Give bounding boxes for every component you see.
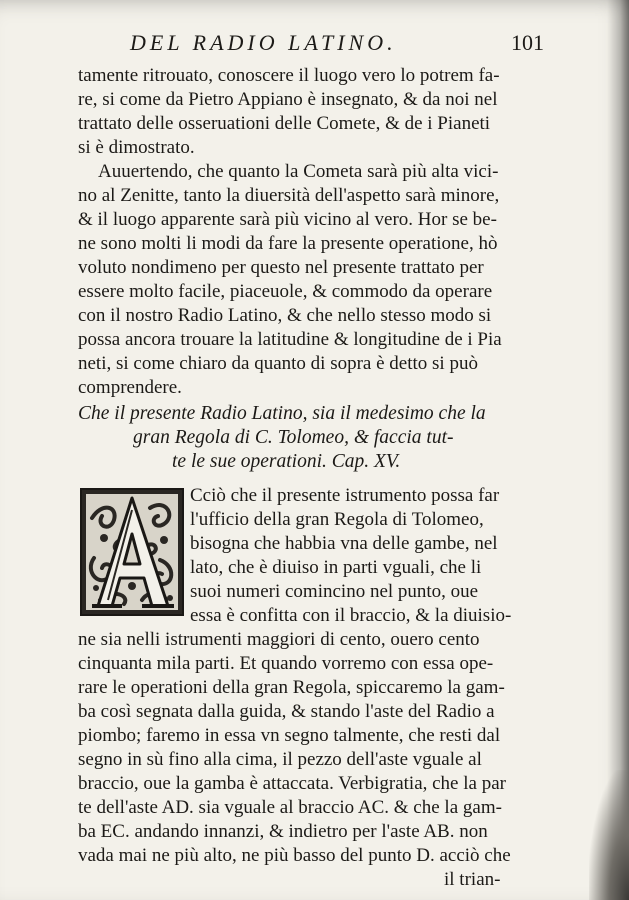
text-line: trattato delle osseruationi delle Comete, & de i Pianeti	[78, 113, 491, 134]
text-line: Auuertendo, che quanto la Cometa sarà più alta vici-	[98, 161, 499, 182]
text-line: cinquanta mila parti. Et quando vorremo con essa ope-	[78, 653, 494, 674]
catchword: il trian-	[444, 869, 501, 890]
text-line: essere molto facile, piaceuole, & commodo da operare	[78, 281, 493, 302]
text-line: vada mai ne più alto, ne più basso del punto D. acciò che	[78, 845, 511, 866]
text-line: bisogna che habbia vna delle gambe, nel	[190, 533, 498, 554]
text-line: & il luogo apparente sarà più vicino al vero. Hor se be-	[78, 209, 497, 230]
text-line: ba EC. andando innanzi, & indietro per l'aste AB. non	[78, 821, 488, 842]
ornamental-drop-cap	[80, 488, 184, 616]
drop-cap-ornament-icon	[80, 488, 184, 616]
text-line: re, si come da Pietro Appiano è insegnato, & da noi nel	[78, 89, 498, 110]
text-line: ne sono molti li modi da fare la presente operatione, hò	[78, 233, 498, 254]
running-title: DEL RADIO LATINO.	[130, 30, 397, 55]
page-number: 101	[511, 30, 544, 55]
text-line: ne sia nelli istrumenti maggiori di cento, ouero cento	[78, 629, 480, 650]
text-line: comprendere.	[78, 377, 182, 398]
text-line: tamente ritrouato, conoscere il luogo vero lo potrem fa-	[78, 65, 500, 86]
page-header	[90, 30, 550, 62]
chapter-heading-line: Che il presente Radio Latino, sia il medesimo che la	[78, 403, 486, 424]
text-line: braccio, oue la gamba è attaccata. Verbigratia, che la par	[78, 773, 506, 794]
text-line: lato, che è diuiso in parti vguali, che li	[190, 557, 482, 578]
text-line: segno in sù fino alla cima, il pezzo dell'aste vguale al	[78, 749, 482, 770]
text-line: Cciò che il presente istrumento possa far	[190, 485, 500, 506]
chapter-heading-line: gran Regola di C. Tolomeo, & faccia tut-	[133, 427, 454, 448]
text-line: no al Zenitte, tanto la diuersità dell'aspetto sarà minore,	[78, 185, 500, 206]
text-line: ba così segnata dalla guida, & stando l'aste del Radio a	[78, 701, 495, 722]
chapter-heading-line: te le sue operationi. Cap. XV.	[172, 451, 401, 472]
text-line: rare le operationi della gran Regola, spiccaremo la gam-	[78, 677, 505, 698]
text-line: possa ancora trouare la latitudine & longitudine de i Pia	[78, 329, 502, 350]
text-line: te dell'aste AD. sia vguale al braccio AC. & che la gam-	[78, 797, 502, 818]
page-curl-shadow	[589, 770, 629, 900]
text-line: suoi numeri comincino nel punto, oue	[190, 581, 479, 602]
text-line: con il nostro Radio Latino, & che nello stesso modo si	[78, 305, 492, 326]
text-line: voluto nondimeno per questo nel presente trattato per	[78, 257, 484, 278]
text-line: piombo; faremo in essa vn segno talmente, che resti dal	[78, 725, 501, 746]
page-edge-shadow	[607, 0, 629, 900]
text-line: neti, si come chiaro da quanto di sopra è detto si può	[78, 353, 478, 374]
text-line: essa è confitta con il braccio, & la diuisio-	[190, 605, 512, 626]
text-line: l'ufficio della gran Regola di Tolomeo,	[190, 509, 484, 530]
text-line: si è dimostrato.	[78, 137, 195, 158]
